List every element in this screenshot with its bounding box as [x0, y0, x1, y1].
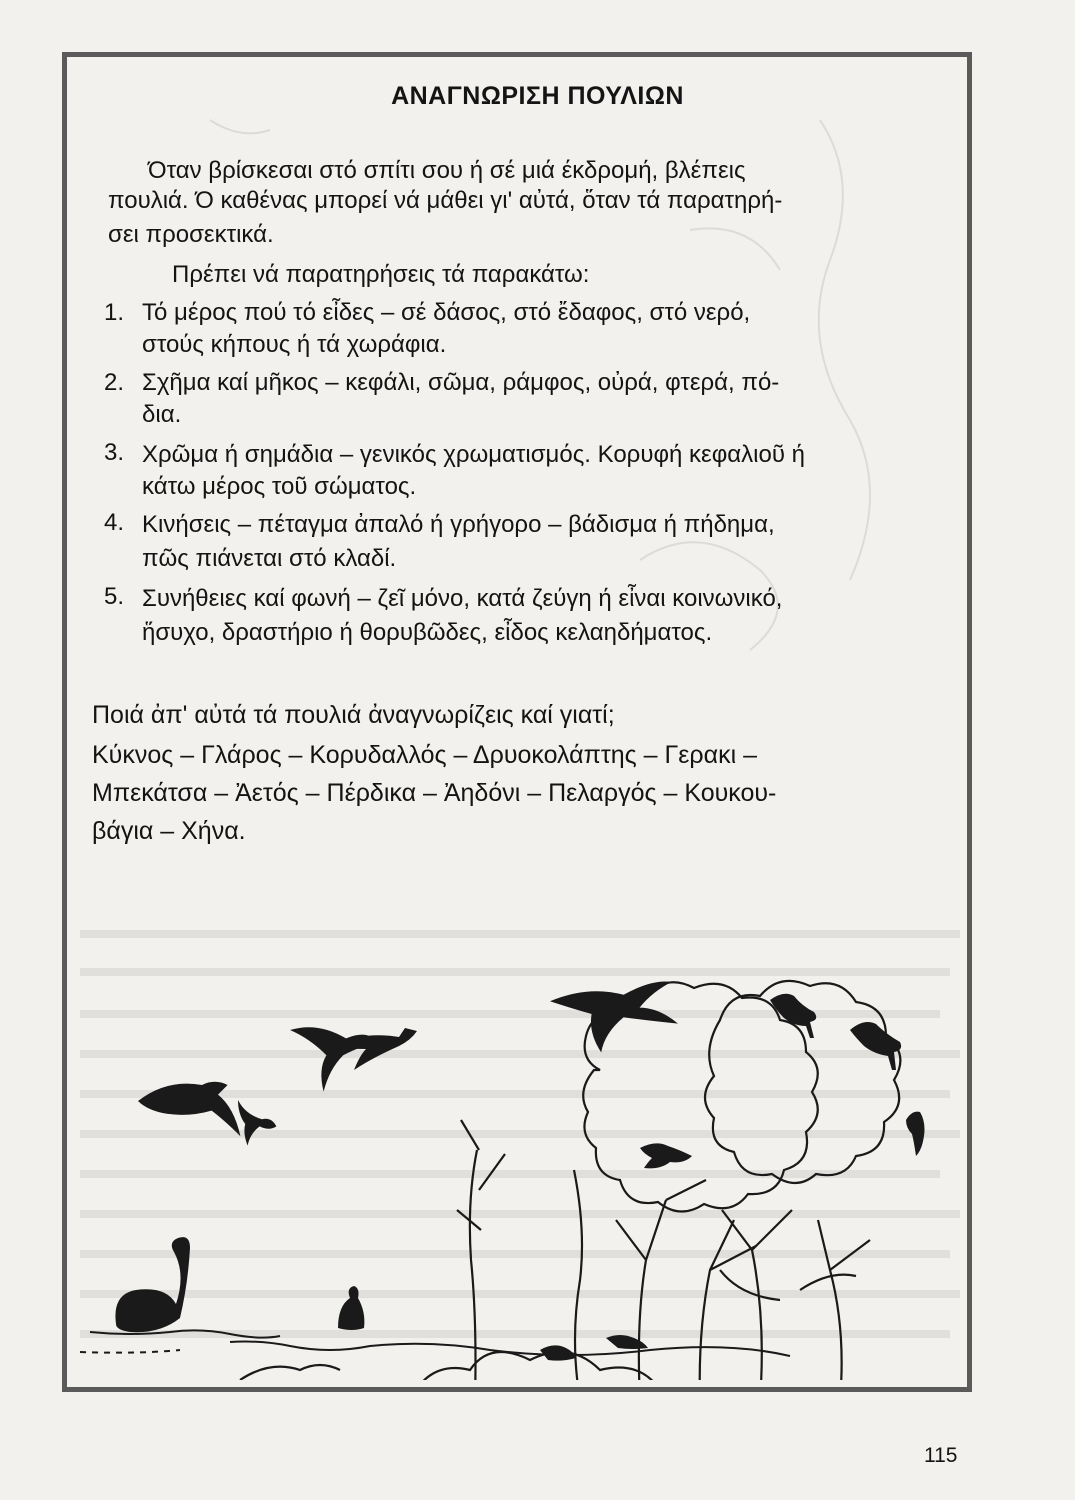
item-number: 1.: [104, 299, 125, 326]
item-text: Συνήθειες καί φωνή – ζεῖ μόνο, κατά ζεύγη ή εἶναι κοινωνικό,: [142, 585, 783, 612]
bird-list-line: βάγια – Χήνα.: [92, 817, 246, 845]
question-text: Ποιά ἀπ' αὐτά τά πουλιά ἀναγνωρίζεις καί γιατί;: [92, 701, 615, 729]
intro-line: Όταν βρίσκεσαι στό σπίτι σου ή σέ μιά έκδρομή, βλέπεις: [148, 157, 746, 184]
item-text: στούς κήπους ή τά χωράφια.: [142, 331, 447, 358]
item-number: 5.: [104, 583, 125, 610]
item-number: 4.: [104, 509, 125, 536]
item-text: ἥσυχο, δραστήριο ή θορυβῶδες, εἶδος κελαηδήματος.: [142, 619, 713, 646]
page-number: 115: [924, 1444, 958, 1467]
swan-icon: [115, 1237, 190, 1332]
flying-bird-icon: [238, 1100, 276, 1146]
item-text: Κινήσεις – πέταγμα ἀπαλό ή γρήγορο – βάδισμα ή πήδημα,: [142, 511, 775, 538]
item-text: Τό μέρος πού τό εἶδες – σέ δάσος, στό ἔδαφος, στό νερό,: [142, 299, 751, 326]
item-number: 2.: [104, 369, 125, 396]
item-text: κάτω μέρος τοῦ σώματος.: [142, 473, 417, 500]
instruction-text: Πρέπει νά παρατηρήσεις τά παρακάτω:: [172, 261, 590, 288]
bird-list-line: Κύκνος – Γλάρος – Κορυδαλλός – Δρυοκολάπτης – Γερακι –: [92, 741, 757, 769]
item-text: δια.: [142, 401, 182, 428]
flying-bird-icon: [138, 1082, 240, 1136]
birds-illustration: [80, 960, 960, 1380]
item-text: Χρῶμα ή σημάδια – γενικός χρωματισμός. Κορυφή κεφαλιοῦ ή: [142, 441, 805, 468]
flying-bird-icon: [550, 981, 678, 1052]
intro-line: πουλιά. Ό καθένας μπορεί νά μάθει γι' αὐτά, ὅταν τά παρατηρή-: [108, 187, 783, 214]
flying-bird-icon: [290, 1027, 368, 1091]
item-text: πῶς πιάνεται στό κλαδί.: [142, 545, 397, 572]
item-number: 3.: [104, 439, 125, 466]
item-text: Σχῆμα καί μῆκος – κεφάλι, σῶμα, ράμφος, οὐρά, φτερά, πό-: [142, 369, 780, 396]
page-title: ΑΝΑΓΝΩΡΙΣΗ ΠΟΥΛΙΩΝ: [391, 82, 684, 110]
bird-list-line: Μπεκάτσα – Ἀετός – Πέρδικα – Ἀηδόνι – Πελαργός – Κουκου-: [92, 779, 777, 807]
intro-line: σει προσεκτικά.: [108, 221, 274, 248]
